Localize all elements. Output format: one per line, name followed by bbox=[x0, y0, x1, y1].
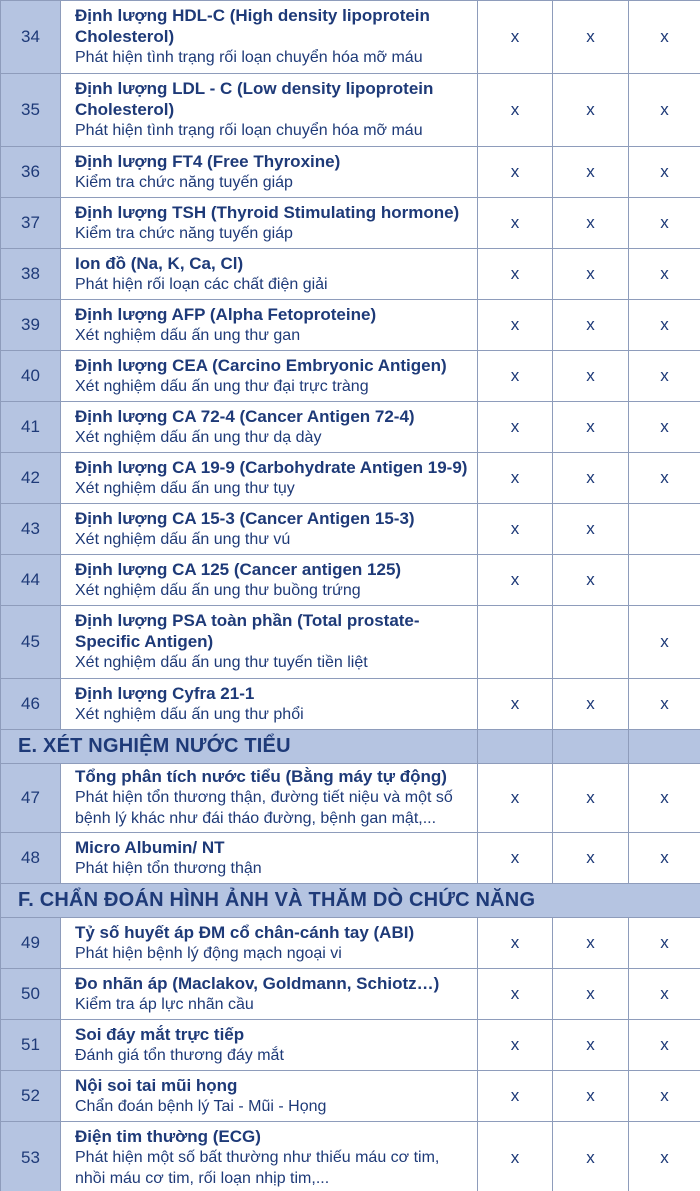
package-1-mark: x bbox=[478, 764, 553, 833]
package-3-mark: x bbox=[629, 969, 700, 1020]
table-row bbox=[1, 555, 700, 606]
test-description: Phát hiện một số bất thường như thiếu máu cơ tim, nhồi máu cơ tim, rối loạn nhịp tim,... bbox=[75, 1149, 440, 1187]
table-row bbox=[1, 147, 700, 198]
package-1-mark: x bbox=[478, 1, 553, 74]
table-row bbox=[1, 300, 700, 351]
package-3-mark: x bbox=[629, 147, 700, 198]
package-3-mark: x bbox=[629, 764, 700, 833]
package-2-mark: x bbox=[553, 249, 629, 300]
package-1-mark: x bbox=[478, 918, 553, 969]
table-row bbox=[1, 833, 700, 884]
row-number: 50 bbox=[1, 969, 61, 1020]
package-2-mark: x bbox=[553, 833, 629, 884]
package-2-mark: x bbox=[553, 1122, 629, 1191]
table-row bbox=[1, 1071, 700, 1122]
test-cell bbox=[61, 606, 478, 679]
package-1-mark: x bbox=[478, 74, 553, 147]
package-3-mark: x bbox=[629, 833, 700, 884]
test-cell bbox=[61, 402, 478, 453]
section-title: E. XÉT NGHIỆM NƯỚC TIỂU bbox=[1, 730, 478, 764]
package-1-mark: x bbox=[478, 1020, 553, 1071]
section-title: F. CHẨN ĐOÁN HÌNH ẢNH VÀ THĂM DÒ CHỨC NĂNG bbox=[1, 884, 700, 918]
row-number: 49 bbox=[1, 918, 61, 969]
package-3-mark: x bbox=[629, 606, 700, 679]
table-row bbox=[1, 453, 700, 504]
package-3-mark: x bbox=[629, 453, 700, 504]
test-cell bbox=[61, 300, 478, 351]
test-description: Xét nghiệm dấu ấn ung thư đại trực tràng bbox=[75, 377, 369, 395]
test-name: Đo nhãn áp (Maclakov, Goldmann, Schiotz…) bbox=[75, 973, 440, 993]
test-description: Phát hiện rối loạn các chất điện giải bbox=[75, 275, 328, 293]
package-2-mark: x bbox=[553, 1071, 629, 1122]
package-3-mark: x bbox=[629, 1071, 700, 1122]
table-row bbox=[1, 764, 700, 833]
package-3-mark: x bbox=[629, 1020, 700, 1071]
package-3-mark bbox=[629, 555, 700, 606]
row-number: 40 bbox=[1, 351, 61, 402]
table-row bbox=[1, 504, 700, 555]
package-2-mark: x bbox=[553, 555, 629, 606]
package-1-mark: x bbox=[478, 1071, 553, 1122]
package-3-mark: x bbox=[629, 402, 700, 453]
package-1-mark: x bbox=[478, 969, 553, 1020]
row-number: 46 bbox=[1, 679, 61, 730]
test-cell bbox=[61, 679, 478, 730]
package-1-mark: x bbox=[478, 249, 553, 300]
test-name: Định lượng FT4 (Free Thyroxine) bbox=[75, 151, 341, 171]
table-row bbox=[1, 1, 700, 74]
test-description: Kiểm tra chức năng tuyến giáp bbox=[75, 224, 293, 242]
section-header-imaging bbox=[1, 884, 700, 918]
package-2-mark: x bbox=[553, 74, 629, 147]
test-cell bbox=[61, 74, 478, 147]
table-row bbox=[1, 74, 700, 147]
package-1-mark: x bbox=[478, 1122, 553, 1191]
table-row bbox=[1, 402, 700, 453]
row-number: 35 bbox=[1, 74, 61, 147]
test-name: Định lượng TSH (Thyroid Stimulating hormone) bbox=[75, 202, 460, 222]
row-number: 53 bbox=[1, 1122, 61, 1191]
test-name: Ion đồ (Na, K, Ca, Cl) bbox=[75, 253, 244, 273]
table-row bbox=[1, 198, 700, 249]
test-description: Phát hiện tổn thương thận, đường tiết niệu và một số bệnh lý khác như đái tháo đường, bệnh gan mật,... bbox=[75, 789, 453, 827]
package-2-mark: x bbox=[553, 453, 629, 504]
package-2-mark bbox=[553, 606, 629, 679]
table-row bbox=[1, 606, 700, 679]
row-number: 39 bbox=[1, 300, 61, 351]
package-1-mark: x bbox=[478, 504, 553, 555]
row-number: 45 bbox=[1, 606, 61, 679]
test-name: Định lượng CA 125 (Cancer antigen 125) bbox=[75, 559, 402, 579]
test-description: Xét nghiệm dấu ấn ung thư tuyến tiền liệt bbox=[75, 654, 368, 671]
test-description: Phát hiện tình trạng rối loạn chuyển hóa mỡ máu bbox=[75, 49, 423, 66]
test-description: Xét nghiệm dấu ấn ung thư dạ dày bbox=[75, 428, 322, 446]
test-description: Xét nghiệm dấu ấn ung thư phổi bbox=[75, 705, 304, 723]
test-cell bbox=[61, 453, 478, 504]
test-description: Phát hiện bệnh lý động mạch ngoại vi bbox=[75, 944, 342, 962]
table-row bbox=[1, 969, 700, 1020]
section-f bbox=[1, 884, 700, 918]
table-row bbox=[1, 1122, 700, 1191]
package-3-mark: x bbox=[629, 918, 700, 969]
test-name: Micro Albumin/ NT bbox=[75, 837, 225, 857]
test-description: Đánh giá tổn thương đáy mắt bbox=[75, 1046, 284, 1064]
row-number: 34 bbox=[1, 1, 61, 74]
test-cell bbox=[61, 1, 478, 74]
package-1-mark: x bbox=[478, 300, 553, 351]
test-cell bbox=[61, 351, 478, 402]
row-number: 42 bbox=[1, 453, 61, 504]
test-name: Tỷ số huyết áp ĐM cổ chân-cánh tay (ABI) bbox=[75, 922, 415, 942]
test-name: Định lượng Cyfra 21-1 bbox=[75, 683, 255, 703]
test-cell bbox=[61, 969, 478, 1020]
test-description: Chẩn đoán bệnh lý Tai - Mũi - Họng bbox=[75, 1097, 327, 1115]
test-description: Xét nghiệm dấu ấn ung thư gan bbox=[75, 326, 301, 344]
package-3-mark: x bbox=[629, 1122, 700, 1191]
package-3-mark: x bbox=[629, 74, 700, 147]
table-row bbox=[1, 1020, 700, 1071]
test-name: Định lượng CA 72-4 (Cancer Antigen 72-4) bbox=[75, 406, 415, 426]
package-2-mark: x bbox=[553, 198, 629, 249]
package-2-mark: x bbox=[553, 764, 629, 833]
test-description: Kiểm tra áp lực nhãn cầu bbox=[75, 995, 254, 1013]
row-number: 51 bbox=[1, 1020, 61, 1071]
package-2-mark: x bbox=[553, 147, 629, 198]
package-3-mark: x bbox=[629, 679, 700, 730]
test-description: Xét nghiệm dấu ấn ung thư vú bbox=[75, 530, 291, 548]
package-3-mark bbox=[629, 504, 700, 555]
test-cell bbox=[61, 1122, 478, 1191]
test-name: Nội soi tai mũi họng bbox=[75, 1075, 238, 1095]
test-cell bbox=[61, 147, 478, 198]
section-header-urine bbox=[1, 730, 700, 764]
test-name: Soi đáy mắt trực tiếp bbox=[75, 1024, 245, 1044]
test-name: Định lượng CEA (Carcino Embryonic Antigen) bbox=[75, 355, 447, 375]
test-name: Định lượng AFP (Alpha Fetoproteine) bbox=[75, 304, 377, 324]
package-1-mark: x bbox=[478, 679, 553, 730]
section-e bbox=[1, 730, 700, 764]
package-1-mark: x bbox=[478, 351, 553, 402]
test-description: Xét nghiệm dấu ấn ung thư tụy bbox=[75, 479, 295, 497]
package-2-mark: x bbox=[553, 918, 629, 969]
row-number: 44 bbox=[1, 555, 61, 606]
lab-tests-group bbox=[1, 1, 700, 730]
package-1-mark: x bbox=[478, 198, 553, 249]
test-name: Điện tim thường (ECG) bbox=[75, 1127, 261, 1146]
package-2-mark: x bbox=[553, 969, 629, 1020]
table-row bbox=[1, 249, 700, 300]
package-1-mark bbox=[478, 606, 553, 679]
test-name: Định lượng CA 15-3 (Cancer Antigen 15-3) bbox=[75, 508, 415, 528]
package-3-mark: x bbox=[629, 198, 700, 249]
row-number: 47 bbox=[1, 764, 61, 833]
row-number: 36 bbox=[1, 147, 61, 198]
imaging-tests-group bbox=[1, 918, 700, 1191]
table-row bbox=[1, 679, 700, 730]
test-cell bbox=[61, 504, 478, 555]
test-cell bbox=[61, 1071, 478, 1122]
test-name: Định lượng PSA toàn phần (Total prostate-Specific Antigen) bbox=[75, 611, 420, 651]
row-number: 37 bbox=[1, 198, 61, 249]
table-row bbox=[1, 918, 700, 969]
test-cell bbox=[61, 764, 478, 833]
test-cell bbox=[61, 198, 478, 249]
test-cell bbox=[61, 918, 478, 969]
test-name: Định lượng CA 19-9 (Carbohydrate Antigen 19-9) bbox=[75, 457, 468, 477]
test-cell bbox=[61, 833, 478, 884]
row-number: 38 bbox=[1, 249, 61, 300]
package-1-mark: x bbox=[478, 453, 553, 504]
test-cell bbox=[61, 1020, 478, 1071]
package-3-mark: x bbox=[629, 1, 700, 74]
row-number: 43 bbox=[1, 504, 61, 555]
package-3-mark: x bbox=[629, 300, 700, 351]
row-number: 52 bbox=[1, 1071, 61, 1122]
package-2-mark: x bbox=[553, 1, 629, 74]
row-number: 48 bbox=[1, 833, 61, 884]
package-3-mark: x bbox=[629, 351, 700, 402]
test-description: Phát hiện tổn thương thận bbox=[75, 859, 262, 877]
package-1-mark: x bbox=[478, 147, 553, 198]
test-name: Định lượng HDL-C (High density lipoprotein Cholesterol) bbox=[75, 6, 430, 46]
package-2-mark: x bbox=[553, 1020, 629, 1071]
package-3-mark: x bbox=[629, 249, 700, 300]
package-1-mark: x bbox=[478, 402, 553, 453]
package-2-mark: x bbox=[553, 402, 629, 453]
test-cell bbox=[61, 249, 478, 300]
test-name: Tổng phân tích nước tiểu (Bằng máy tự động) bbox=[75, 767, 447, 786]
package-2-mark: x bbox=[553, 300, 629, 351]
test-cell bbox=[61, 555, 478, 606]
test-description: Phát hiện tình trạng rối loạn chuyển hóa mỡ máu bbox=[75, 122, 423, 139]
test-name: Định lượng LDL - C (Low density lipoprotein Cholesterol) bbox=[75, 79, 434, 119]
package-1-mark: x bbox=[478, 555, 553, 606]
package-1-mark: x bbox=[478, 833, 553, 884]
test-description: Kiểm tra chức năng tuyến giáp bbox=[75, 173, 293, 191]
table-row bbox=[1, 351, 700, 402]
test-description: Xét nghiệm dấu ấn ung thư buồng trứng bbox=[75, 581, 361, 599]
urine-tests-group bbox=[1, 764, 700, 884]
package-2-mark: x bbox=[553, 351, 629, 402]
package-2-mark: x bbox=[553, 504, 629, 555]
row-number: 41 bbox=[1, 402, 61, 453]
package-2-mark: x bbox=[553, 679, 629, 730]
